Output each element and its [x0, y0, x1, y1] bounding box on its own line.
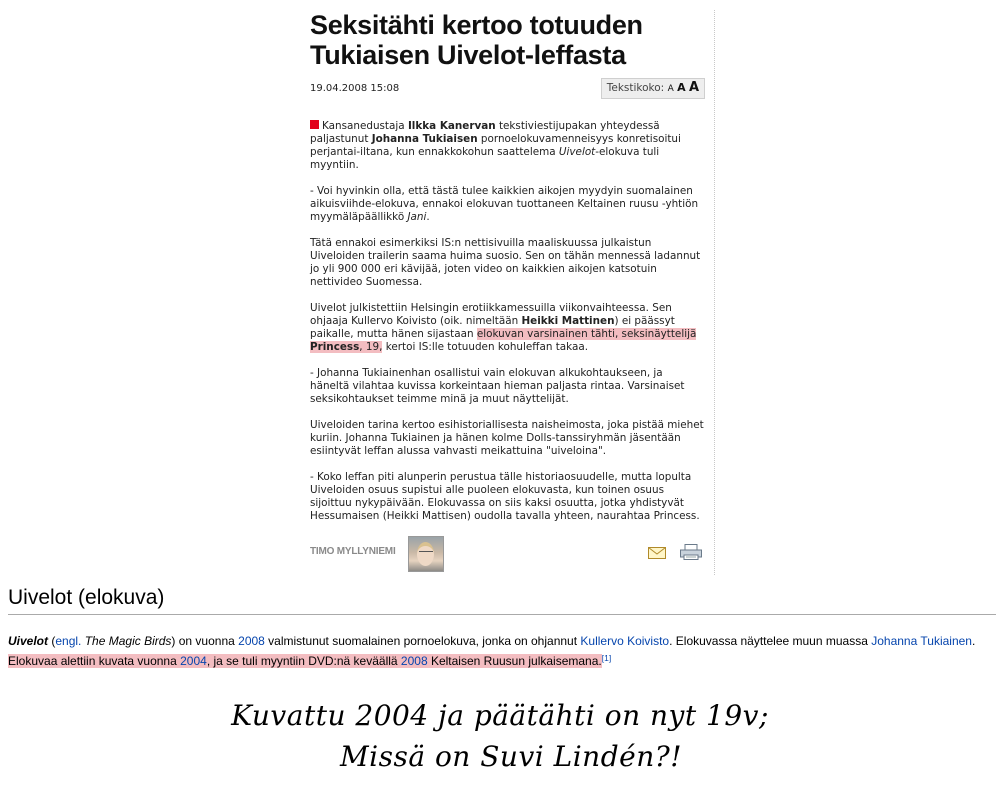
- text: Uivelot julkistettiin Helsingin erotiikkamessuilla viikonvaihteessa. Sen ohjaaja Kullervo Koivisto (oik. nimeltään: [310, 302, 672, 327]
- article-meta: [310, 78, 715, 100]
- bold-name: Ilkka Kanervan: [407, 120, 496, 132]
- text: -elokuva tuli myyntiin.: [310, 146, 660, 171]
- text: .: [426, 211, 430, 223]
- text-size-large-button[interactable]: A: [688, 80, 699, 95]
- news-article: [310, 10, 715, 576]
- wiki-link-2008-b[interactable]: 2008: [400, 654, 428, 668]
- wiki-bold-title: Uivelot: [8, 634, 49, 648]
- wiki-link-director[interactable]: Kullervo Koivisto: [580, 634, 670, 648]
- article-paragraph-4: [310, 302, 705, 354]
- text: ) ei päässyt paikalle, mutta hänen sijastaan: [310, 315, 675, 340]
- text: - Voi hyvinkin olla, että tästä tulee kaikkien aikojen myydyin suomalainen aikuisviihde-elokuva, ennakoi elokuvan tuottaneen Keltainen ruusu -yhtiön myymäläpäällikkö: [310, 185, 699, 223]
- article-paragraph-1: [310, 120, 705, 172]
- wiki-link-actress[interactable]: Johanna Tukiainen: [871, 634, 972, 648]
- text-size-medium-button[interactable]: A: [677, 81, 686, 94]
- text-size-small-button[interactable]: A: [667, 84, 674, 94]
- wikipedia-excerpt: [8, 584, 998, 671]
- wiki-title-rule: [8, 614, 996, 615]
- text: Elokuvaa alettiin kuvata vuonna: [8, 654, 181, 668]
- caption-line-1: Kuvattu 2004 ja päätähti on nyt 19v;: [231, 699, 769, 732]
- article-paragraph-3: Tätä ennakoi esimerkiksi IS:n nettisivuilla maaliskuussa julkaistun Uiveloiden trailerin saama huima suosio. Sen on tähän mennessä ladannut jo yli 900 000 eri kävijää, joten video on kaikkien aikojen katsotuin nettivideo Suomessa.: [310, 237, 701, 288]
- wiki-paragraph: [8, 631, 998, 671]
- text: .: [971, 634, 976, 648]
- text: , 19,: [359, 341, 383, 353]
- text: elokuvan varsinainen tähti, seksinäyttelijä: [476, 328, 697, 340]
- text: ) on vuonna: [171, 634, 239, 648]
- email-icon[interactable]: [648, 547, 666, 559]
- article-paragraph-6: Uiveloiden tarina kertoo esihistoriallisesta naisheimosta, joka pistää miehet kuriin. Johanna Tukiainen ja hänen kolme Dolls-tanssiryhmän jäsentään esiintyvät leffan alussa vahvasti meikattuina "uiveloina".: [310, 419, 704, 457]
- text: Keltaisen Ruusun julkaisemana.: [427, 654, 602, 668]
- text: kertoi IS:lle totuuden kohuleffan takaa.: [382, 341, 589, 353]
- article-paragraph-5: - Johanna Tukiainenhan osallistui vain elokuvan alkukohtaukseen, ja häneltä vilahtaa kuvissa korkeintaan hieman paljasta rintaa. Varsinaiset seksikohtaukset teimme minä ja muut näyttelijät.: [310, 367, 685, 405]
- text: pornoelokuvamenneisyys konretisoitui perjantai-iltana, kun ennakkokohun saattelema: [310, 133, 681, 158]
- bold-name: Johanna Tukiaisen: [371, 133, 478, 145]
- text-size-control: [601, 78, 705, 99]
- author-photo: [408, 536, 444, 572]
- article-paragraph-2: [310, 185, 705, 224]
- text: valmistunut suomalainen pornoelokuva, jonka on ohjannut: [264, 634, 581, 648]
- wiki-link-english[interactable]: engl.: [55, 634, 82, 648]
- article-headline: Seksitähti kertoo totuuden Tukiaisen Uivelot-leffasta: [310, 10, 643, 70]
- text: tekstiviestijupakan yhteydessä paljastunut: [310, 120, 660, 145]
- caption-line-2: Missä on Suvi Lindén?!: [339, 740, 682, 773]
- print-icon[interactable]: [680, 544, 702, 560]
- wiki-link-2004[interactable]: 2004: [180, 654, 207, 668]
- wiki-english-title: The Magic Birds: [81, 634, 172, 648]
- highlighted-text: [8, 654, 602, 668]
- article-byline: [310, 536, 715, 576]
- handwritten-caption: [0, 698, 1000, 776]
- article-body: [310, 120, 705, 523]
- bold-name: Heikki Mattinen: [521, 315, 615, 327]
- lead-marker-icon: [310, 120, 319, 129]
- article-paragraph-7: - Koko leffan piti alunperin perustua tälle historiaosuudelle, mutta lopulta Uiveloiden osuus supistui alle puoleen elokuvasta, kun toinen osuus sijoittuu nykypäivään. Elokuvassa on siis kaksi osuutta, jotka yhdistyvät Hessumaisen (Heikki Mattisen) oudolla tavalla yhteen, naurahtaa Princess.: [310, 471, 700, 522]
- bold-name: Princess: [310, 341, 360, 353]
- wiki-link-2008[interactable]: 2008: [238, 634, 265, 648]
- text: . Elokuvassa näyttelee muun muassa: [669, 634, 872, 648]
- italic-name: Jani: [407, 211, 427, 223]
- text: (: [48, 634, 56, 648]
- italic-title: Uivelot: [558, 146, 596, 158]
- wiki-reference-link[interactable]: [1]: [601, 653, 612, 663]
- text: Kansanedustaja: [322, 120, 408, 132]
- text-size-label: Tekstikoko:: [606, 82, 665, 94]
- wiki-article-title: Uivelot (elokuva): [8, 586, 165, 609]
- text: , ja se tuli myyntiin DVD:nä keväällä: [206, 654, 401, 668]
- article-date: 19.04.2008 15:08: [310, 83, 400, 94]
- author-name: TIMO MYLLYNIEMI: [310, 546, 396, 557]
